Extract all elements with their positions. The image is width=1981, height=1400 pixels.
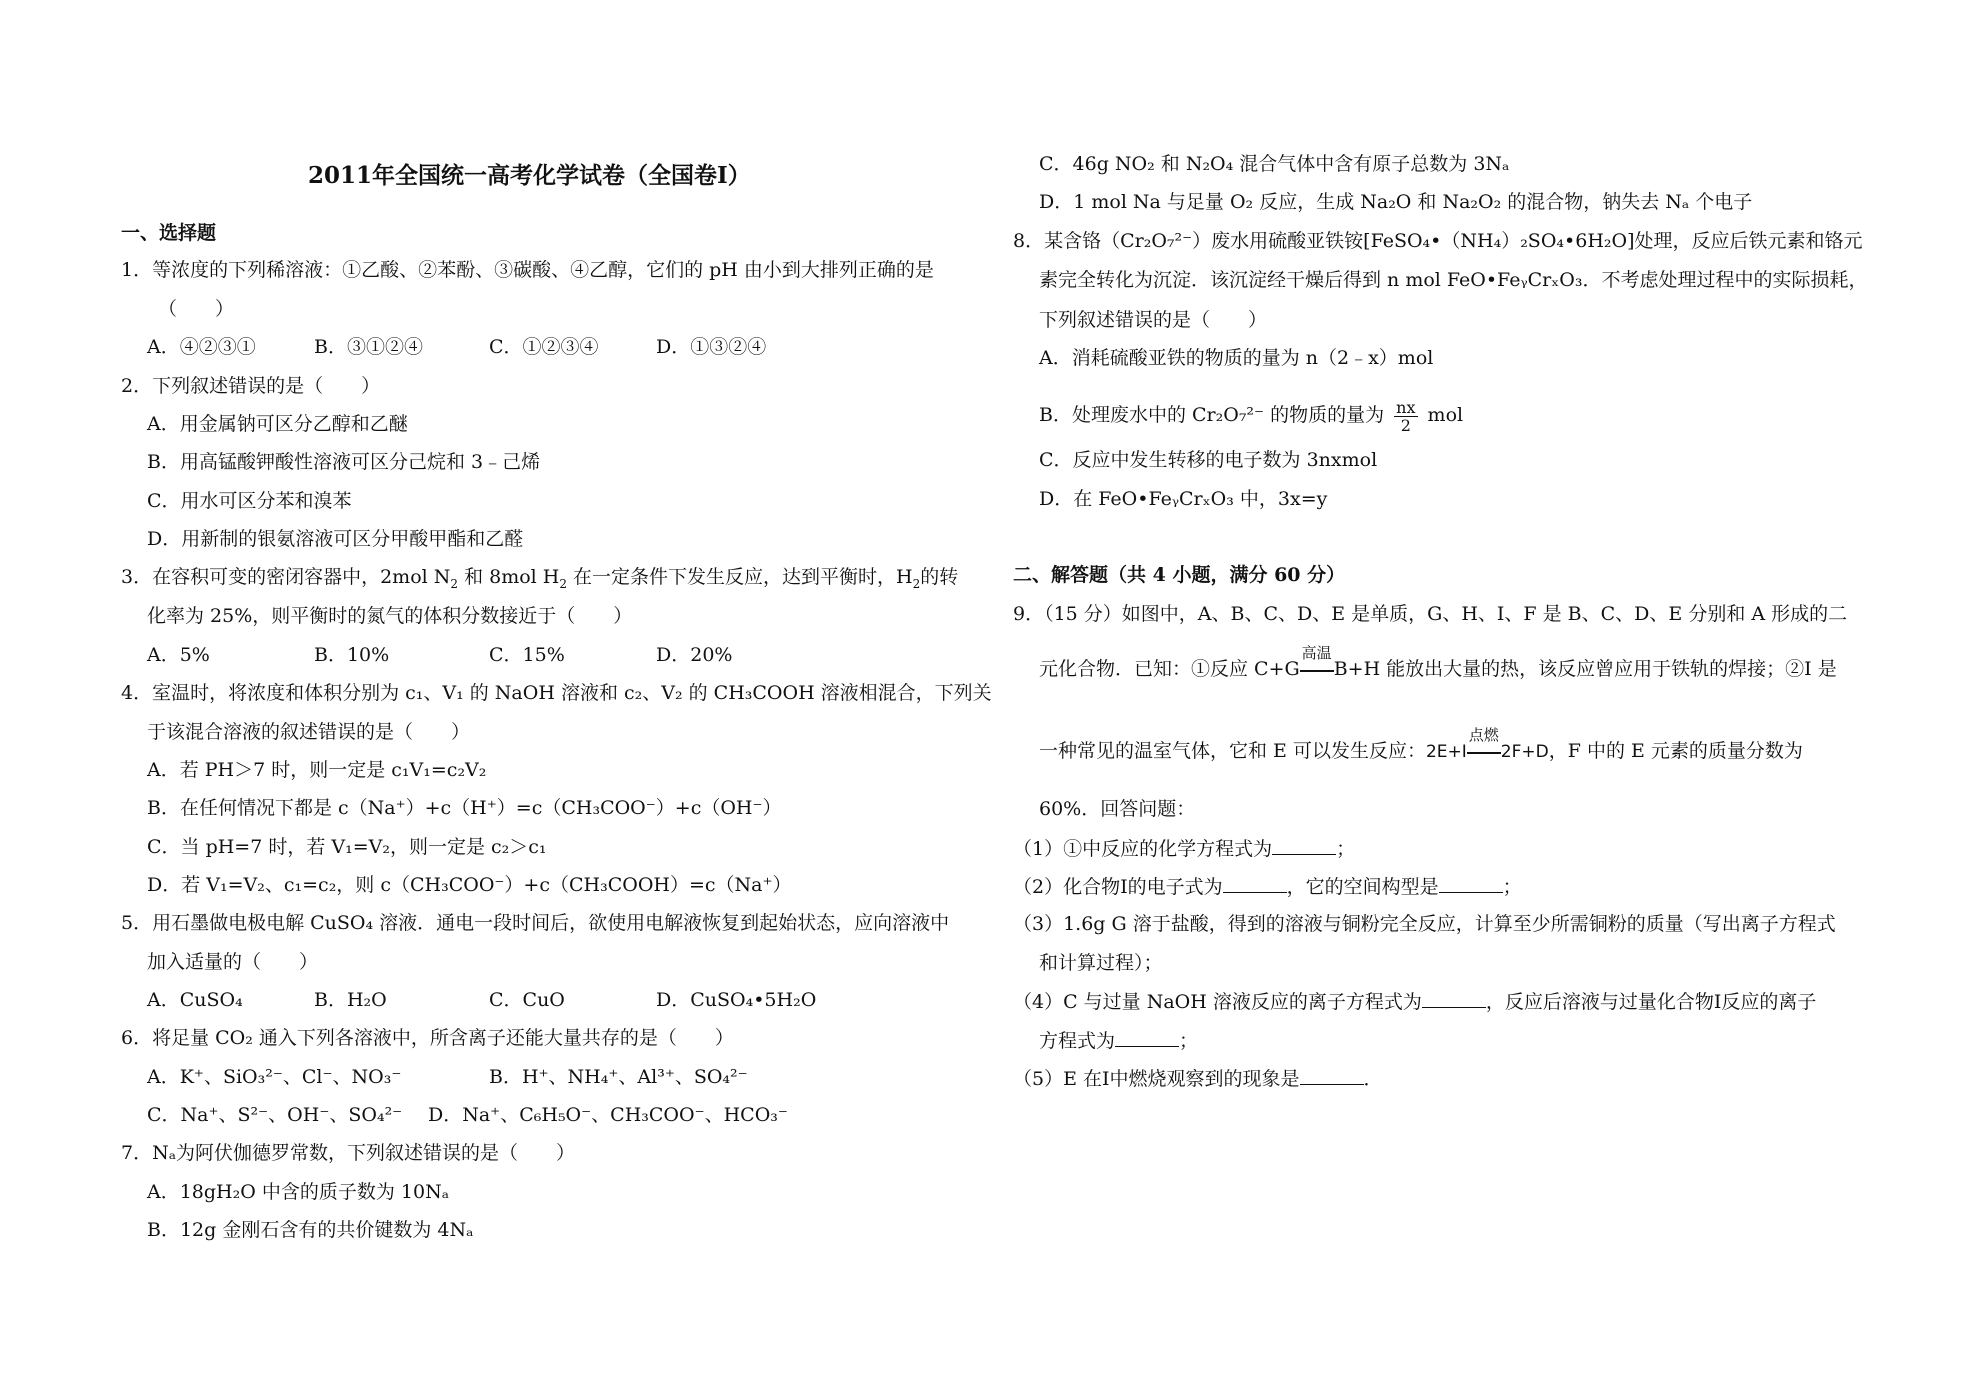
fraction-denominator: 2 (1400, 415, 1411, 435)
q5-line1: 5．用石墨做电极电解 CuSO₄ 溶液．通电一段时间后，欲使用电解液恢复到起始状态，应向溶液中 (121, 912, 950, 934)
q9-part2-text: （2）化合物Ⅰ的电子式为 (1013, 876, 1223, 898)
fraction-numerator: nx (1396, 397, 1416, 417)
q8-line3: 下列叙述错误的是（ ） (1039, 309, 1268, 331)
q6-option-c: C．Na⁺、S²⁻、OH⁻、SO₄²⁻ (147, 1104, 403, 1126)
q9-part4-end: ； (1179, 1030, 1199, 1052)
q2-option-b: B．用高锰酸钾酸性溶液可区分己烷和 3﹣己烯 (147, 451, 541, 473)
q8-option-b-unit: mol (1427, 404, 1464, 426)
q9-line2-start: 元化合物．已知：①反应 C+G (1039, 658, 1300, 680)
q9-part4-text: （4）C 与过量 NaOH 溶液反应的离子方程式为 (1013, 991, 1422, 1013)
q3-line1-part-b: 和 8mol H (464, 566, 560, 588)
q5-option-c: C．CuO (489, 989, 565, 1011)
q8-line2: 素完全转化为沉淀．该沉淀经干燥后得到 n mol FeO•FeᵧCrₓO₃．不考虑处理过程中的实际损耗， (1039, 269, 1868, 291)
q3-option-d: D．20% (656, 644, 733, 666)
q3-option-b: B．10% (314, 644, 390, 666)
q8-option-b-text: B．处理废水中的 Cr₂O₇²⁻ 的物质的量为 (1039, 404, 1385, 426)
answer-blank[interactable] (1272, 836, 1336, 855)
section-choice-heading: 一、选择题 (121, 222, 217, 244)
condition-label: 点燃 (1468, 726, 1499, 744)
equation-left: 2E+I (1425, 742, 1467, 762)
q1-option-d: D．①③②④ (656, 336, 767, 358)
q9-part3-line2: 和计算过程）； (1039, 952, 1163, 974)
q3-line1-part-c: 在一定条件下发生反应，达到平衡时，H (573, 566, 913, 588)
q7-option-d: D．1 mol Na 与足量 O₂ 反应，生成 Na₂O 和 Na₂O₂ 的混合物，钠失去 Nₐ 个电子 (1039, 191, 1753, 213)
q3-line1-part-a: 3．在容积可变的密闭容器中，2mol N (121, 566, 451, 588)
q9-part4-mid: ，反应后溶液与过量化合物Ⅰ反应的离子 (1485, 991, 1817, 1013)
q8-option-a: A．消耗硫酸亚铁的物质的量为 n（2﹣x）mol (1039, 347, 1434, 369)
q1-paren: （ ） (158, 298, 235, 320)
sub-2: 2 (559, 576, 567, 591)
q3-option-c: C．15% (489, 644, 565, 666)
q9-line2 (1039, 644, 1837, 682)
q4-line1: 4．室温时，将浓度和体积分别为 c₁、V₁ 的 NaOH 溶液和 c₂、V₂ 的 CH₃COOH 溶液相混合，下列关 (121, 682, 992, 704)
q9-part3-line1: （3）1.6g G 溶于盐酸，得到的溶液与铜粉完全反应，计算至少所需铜粉的质量（写出离子方程式 (1013, 913, 1836, 935)
q5-option-b: B．H₂O (314, 989, 387, 1011)
q9-line2-end: B+H 能放出大量的热，该反应曾应用于铁轨的焊接；②I 是 (1333, 658, 1837, 680)
answer-blank[interactable] (1300, 1066, 1364, 1085)
sub-2: 2 (912, 576, 921, 591)
fraction-nx-over-2 (1394, 399, 1417, 434)
q4-option-c: C．当 pH=7 时，若 V₁=V₂，则一定是 c₂＞c₁ (147, 836, 547, 858)
q8-option-d: D．在 FeO•FeᵧCrₓO₃ 中，3x=y (1039, 488, 1328, 510)
answer-blank[interactable] (1223, 874, 1287, 893)
q9-line3-start: 一种常见的温室气体，它和 E 可以发生反应： (1039, 740, 1426, 762)
q9-part4-text2: 方程式为 (1039, 1030, 1116, 1052)
reaction-equation (1425, 726, 1549, 764)
q9-part5-end: ． (1363, 1068, 1383, 1090)
q9-part2-end: ； (1502, 876, 1522, 898)
q9-part4-line2 (1039, 1028, 1198, 1053)
q4-line2: 于该混合溶液的叙述错误的是（ ） (147, 721, 471, 743)
q6-option-d: D．Na⁺、C₆H₅O⁻、CH₃COO⁻、HCO₃⁻ (428, 1104, 788, 1126)
q4-option-d: D．若 V₁=V₂、c₁=c₂，则 c（CH₃COO⁻）+c（CH₃COOH）=c（Na⁺） (147, 874, 792, 896)
q6-stem: 6．将足量 CO₂ 通入下列各溶液中，所含离子还能大量共存的是（ ） (121, 1027, 734, 1049)
q9-part1-text: （1）①中反应的化学方程式为 (1013, 838, 1273, 860)
q9-part1-end: ； (1336, 838, 1356, 860)
q1-stem: 1．等浓度的下列稀溶液：①乙酸、②苯酚、③碳酸、④乙醇，它们的 pH 由小到大排列正确的是 (121, 259, 934, 281)
q9-part5-text: （5）E 在Ⅰ中燃烧观察到的现象是 (1013, 1068, 1300, 1090)
q6-option-b: B．H⁺、NH₄⁺、Al³⁺、SO₄²⁻ (489, 1066, 748, 1088)
q3-line2: 化率为 25%，则平衡时的氮气的体积分数接近于（ ） (147, 605, 633, 627)
q2-option-a: A．用金属钠可区分乙醇和乙醚 (147, 413, 408, 435)
q9-line1: 9．（15 分）如图中，A、B、C、D、E 是单质，G、H、I、F 是 B、C、D、E 分别和 A 形成的二 (1013, 603, 1848, 625)
q1-option-a: A．④②③① (147, 336, 256, 358)
q4-option-b: B．在任何情况下都是 c（Na⁺）+c（H⁺）=c（CH₃COO⁻）+c（OH⁻） (147, 797, 782, 819)
reaction-condition-high-temp (1300, 644, 1334, 682)
q9-part1 (1013, 836, 1355, 861)
condition-label: 高温 (1301, 644, 1332, 662)
q4-option-a: A．若 PH＞7 时，则一定是 c₁V₁=c₂V₂ (147, 759, 487, 781)
q9-line4: 60%．回答问题： (1039, 798, 1196, 820)
q3-option-a: A．5% (147, 644, 210, 666)
q9-line3 (1039, 726, 1803, 764)
q2-stem: 2．下列叙述错误的是（ ） (121, 375, 381, 397)
q9-part4-line1 (1013, 989, 1816, 1014)
answer-blank[interactable] (1439, 874, 1503, 893)
q5-option-d: D．CuSO₄•5H₂O (656, 989, 817, 1011)
answer-blank[interactable] (1115, 1028, 1179, 1047)
q9-line3-end: ，F 中的 E 元素的质量分数为 (1548, 740, 1803, 762)
q8-line1: 8．某含铬（Cr₂O₇²⁻）废水用硫酸亚铁铵[FeSO₄•（NH₄）₂SO₄•6H₂O]处理，反应后铁元素和铬元 (1013, 230, 1863, 252)
q8-option-b (1039, 396, 1463, 434)
q8-option-c: C．反应中发生转移的电子数为 3nxmol (1039, 449, 1378, 471)
q3-line1 (121, 565, 958, 589)
q6-option-a: A．K⁺、SiO₃²⁻、Cl⁻、NO₃⁻ (147, 1066, 402, 1088)
reaction-bar (1467, 750, 1501, 754)
q1-option-c: C．①②③④ (489, 336, 599, 358)
q7-option-b: B．12g 金刚石含有的共价键数为 4Nₐ (147, 1219, 474, 1241)
q1-option-b: B．③①②④ (314, 336, 423, 358)
q7-option-c: C．46g NO₂ 和 N₂O₄ 混合气体中含有原子总数为 3Nₐ (1039, 153, 1510, 175)
equation-right: 2F+D (1500, 742, 1549, 762)
q5-line2: 加入适量的（ ） (147, 951, 319, 973)
section-answer-heading: 二、解答题（共 4 小题，满分 60 分） (1013, 564, 1346, 586)
q7-stem: 7．Nₐ为阿伏伽德罗常数，下列叙述错误的是（ ） (121, 1142, 576, 1164)
answer-blank[interactable] (1422, 989, 1486, 1008)
q7-option-a: A．18gH₂O 中含的质子数为 10Nₐ (147, 1181, 450, 1203)
q9-part5 (1013, 1066, 1383, 1091)
reaction-bar (1300, 668, 1334, 672)
q2-option-d: D．用新制的银氨溶液可区分甲酸甲酯和乙醛 (147, 528, 524, 550)
q3-line1-part-d: 的转 (920, 566, 959, 588)
page-title: 2011年全国统一高考化学试卷（全国卷Ⅰ） (308, 162, 751, 189)
q2-option-c: C．用水可区分苯和溴苯 (147, 490, 352, 512)
q9-part2-mid: ，它的空间构型是 (1286, 876, 1439, 898)
q5-option-a: A．CuSO₄ (147, 989, 243, 1011)
sub-2: 2 (450, 576, 459, 591)
q9-part2 (1013, 874, 1522, 899)
